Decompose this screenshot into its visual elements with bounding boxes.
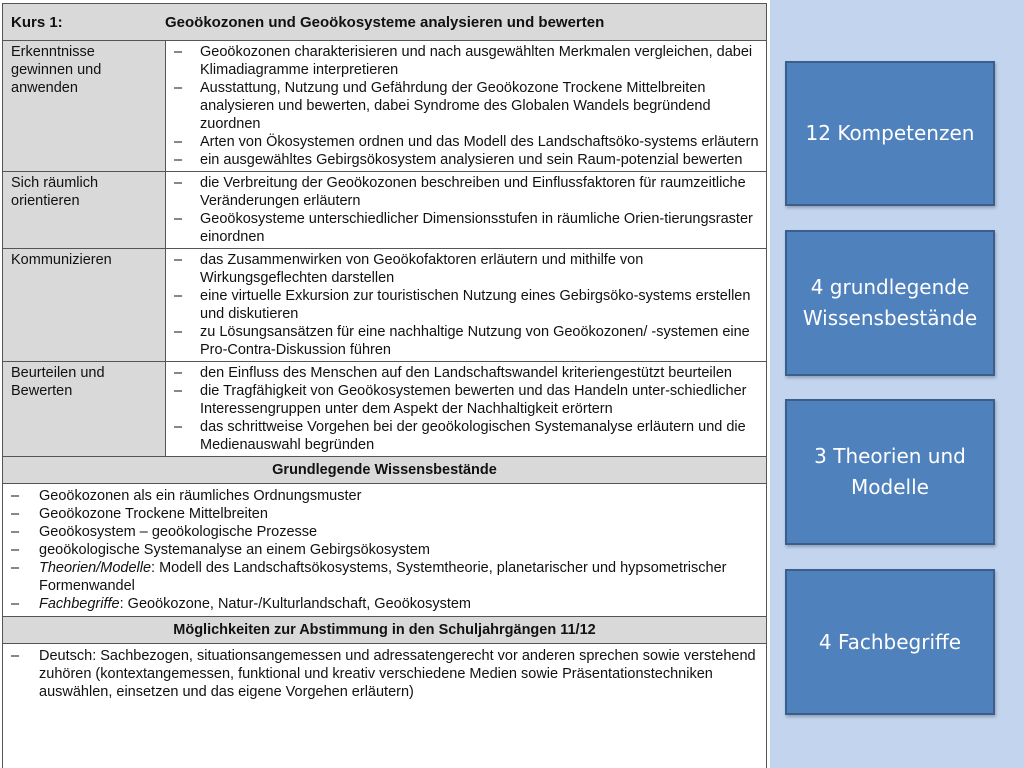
summary-sidebar (770, 0, 1024, 768)
competency-list (166, 41, 766, 171)
competency-item: – die Tragfähigkeit von Geoökosystemen bewerten und das Handeln unter-schiedlicher Interessengruppen unter dem Aspekt der Nachhaltigkeit erörtern (166, 382, 766, 418)
knowledge-box (3, 484, 766, 617)
knowledge-terms-item (3, 595, 766, 613)
coordination-item: – Deutsch: Sachbezogen, situationsangemessen und adressatengerecht vor anderen sprechen sowie verstehend zuhören (kontextangemessen, funktional und kreativ verschiedene Medien sowie Präsentationstechniken auswählen, einsetzen und das eigene Vorgehen erläutern) (3, 647, 766, 701)
knowledge-heading: Grundlegende Wissensbestände (3, 457, 766, 484)
competency-item: – Arten von Ökosystemen ordnen und das Modell des Landschaftsöko-systems erläutern (166, 133, 766, 151)
competency-item: – zu Lösungsansätzen für eine nachhaltige Nutzung von Geoökozonen/ -systemen eine Pro-Contra-Diskussion führen (166, 323, 766, 359)
competency-list (166, 172, 766, 248)
theories-text: : Modell des Landschaftsökosystems, Systemtheorie, planetarischer und hypsometrischer Formenwandel (39, 560, 727, 594)
competency-item: – das schrittweise Vorgehen bei der geoökologischen Systemanalyse erläutern und die Medienauswahl begründen (166, 418, 766, 454)
knowledge-list (3, 484, 766, 616)
competency-list (166, 362, 766, 456)
knowledge-item: – geoökologische Systemanalyse an einem Gebirgsökosystem (3, 541, 766, 559)
theories-card: 3 Theorien und Modelle (785, 399, 995, 545)
theories-label: Theorien/Modelle (39, 560, 152, 576)
terms-label: Fachbegriffe (39, 596, 120, 612)
terms-card: 4 Fachbegriffe (785, 569, 995, 715)
curriculum-document (2, 3, 767, 768)
competency-item: – Geoökozonen charakterisieren und nach ausgewählten Merkmalen vergleichen, dabei Klimadiagramme interpretieren (166, 43, 766, 79)
competency-item: – Geoökosysteme unterschiedlicher Dimensionsstufen in räumliche Orien-tierungsraster einordnen (166, 210, 766, 246)
knowledge-card: 4 grundlegende Wissensbestände (785, 230, 995, 376)
competency-row (3, 362, 766, 457)
competency-item: – Ausstattung, Nutzung und Gefährdung der Geoökozone Trockene Mittelbreiten analysieren und bewerten, dabei Syndrome des Globalen Wandels begründend zuordnen (166, 79, 766, 133)
course-title: Geoökozonen und Geoökosysteme analysieren und bewerten (165, 13, 605, 31)
coordination-heading: Möglichkeiten zur Abstimmung in den Schuljahrgängen 11/12 (3, 617, 766, 644)
course-number: Kurs 1: (11, 13, 63, 31)
knowledge-item: – Geoökozone Trockene Mittelbreiten (3, 505, 766, 523)
competency-item: – den Einfluss des Menschen auf den Landschaftswandel kriteriengestützt beurteilen (166, 364, 766, 382)
knowledge-item: – Geoökosystem – geoökologische Prozesse (3, 523, 766, 541)
knowledge-theories-item (3, 559, 766, 595)
competency-label: Kommunizieren (3, 249, 166, 361)
competency-item: – ein ausgewähltes Gebirgsökosystem analysieren und sein Raum-potenzial bewerten (166, 151, 766, 169)
competency-list (166, 249, 766, 361)
competency-item: – die Verbreitung der Geoökozonen beschreiben und Einflussfaktoren für raumzeitliche Veränderungen erläutern (166, 174, 766, 210)
coordination-list (3, 644, 766, 704)
knowledge-item: – Geoökozonen als ein räumliches Ordnungsmuster (3, 487, 766, 505)
competency-item: – eine virtuelle Exkursion zur touristischen Nutzung eines Gebirgsöko-systems erstellen und diskutieren (166, 287, 766, 323)
course-header (3, 4, 766, 41)
competency-row (3, 249, 766, 362)
competency-label: Sich räumlich orientieren (3, 172, 166, 248)
competency-label: Beurteilen und Bewerten (3, 362, 166, 456)
competency-row (3, 172, 766, 249)
competency-label: Erkenntnisse gewinnen und anwenden (3, 41, 166, 171)
terms-text: : Geoökozone, Natur-/Kulturlandschaft, Geoökosystem (119, 596, 472, 612)
competency-row (3, 41, 766, 172)
competency-item: – das Zusammenwirken von Geoökofaktoren erläutern und mithilfe von Wirkungsgeflechten darstellen (166, 251, 766, 287)
competencies-card: 12 Kompetenzen (785, 61, 995, 206)
